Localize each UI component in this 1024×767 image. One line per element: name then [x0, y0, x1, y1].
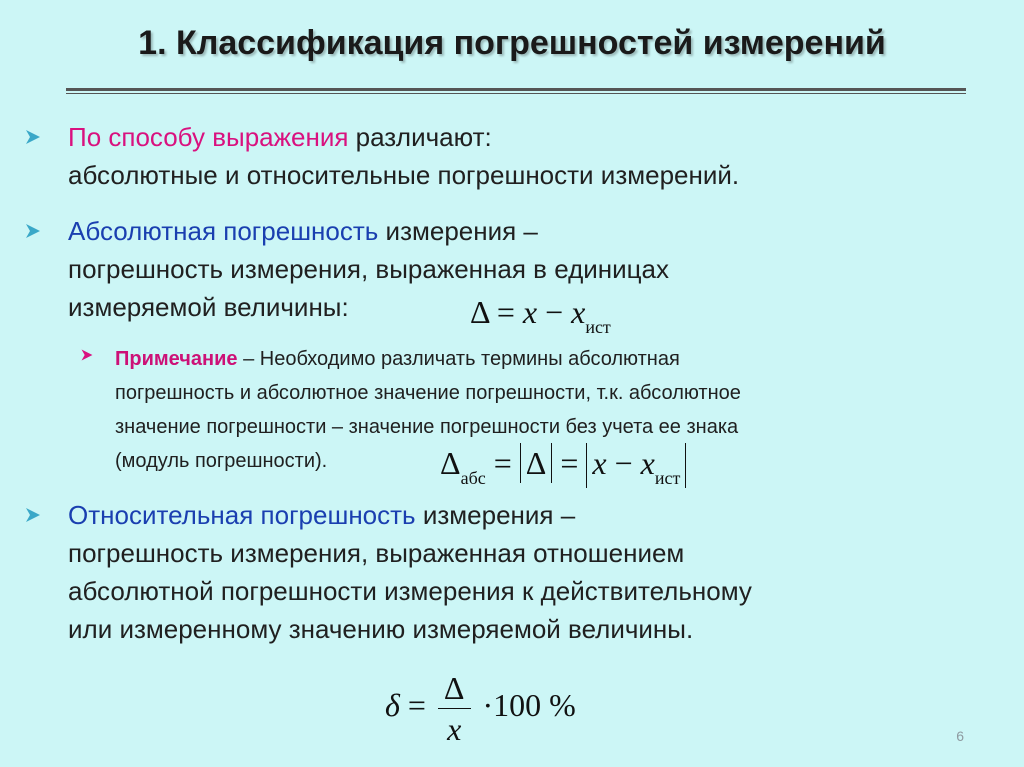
bullet-relative-error — [68, 496, 752, 648]
note-text: – Необходимо различать термины абсолютная — [237, 348, 680, 370]
bullet-text: различают: — [348, 122, 492, 152]
title-rule-thick — [66, 88, 966, 91]
bullet-text: или измеренному значению измеряемой величины. — [68, 614, 694, 644]
bullet-text: измеряемой величины: — [68, 292, 349, 322]
bullet-text: погрешность измерения, выраженная в единицах — [68, 254, 670, 284]
term-relative-error: Относительная погрешность — [68, 500, 416, 530]
bullet-text: абсолютной погрешности измерения к действительному — [68, 576, 752, 606]
slide-title: 1. Классификация погрешностей измерений — [138, 24, 886, 62]
term-by-expression: По способу выражения — [68, 122, 349, 152]
formula-absolute-value: $\Delta_{абс} = \Delta = x - x_{ист}$ — [440, 443, 686, 488]
note-arrow-icon — [80, 348, 94, 362]
term-absolute-error: Абсолютная погрешность — [68, 216, 379, 246]
bullet-text: погрешность измерения, выраженная отношением — [68, 538, 685, 568]
bullet-text: абсолютные и относительные погрешности измерений. — [68, 160, 740, 190]
note-heading: Примечание — [115, 348, 238, 370]
title-rule-thin — [66, 93, 966, 94]
note-text: значение погрешности – значение погрешности без учета ее знака — [115, 416, 739, 438]
bullet-arrow-icon — [24, 128, 42, 146]
bullet-text: измерения – — [378, 216, 538, 246]
note-text: погрешность и абсолютное значение погрешности, т.к. абсолютное — [115, 382, 741, 404]
note-text: (модуль погрешности). — [115, 450, 328, 472]
page-number: 6 — [956, 728, 964, 744]
bullet-arrow-icon — [24, 222, 42, 240]
bullet-arrow-icon — [24, 506, 42, 524]
formula-absolute-error: $\Delta = x - x_{ист}$ — [470, 294, 611, 337]
formula-relative-error: δ = $\frac{\Delta}{x}$ ·100 % — [385, 670, 576, 747]
bullet-text: измерения – — [415, 500, 576, 530]
bullet-expression — [68, 118, 739, 194]
